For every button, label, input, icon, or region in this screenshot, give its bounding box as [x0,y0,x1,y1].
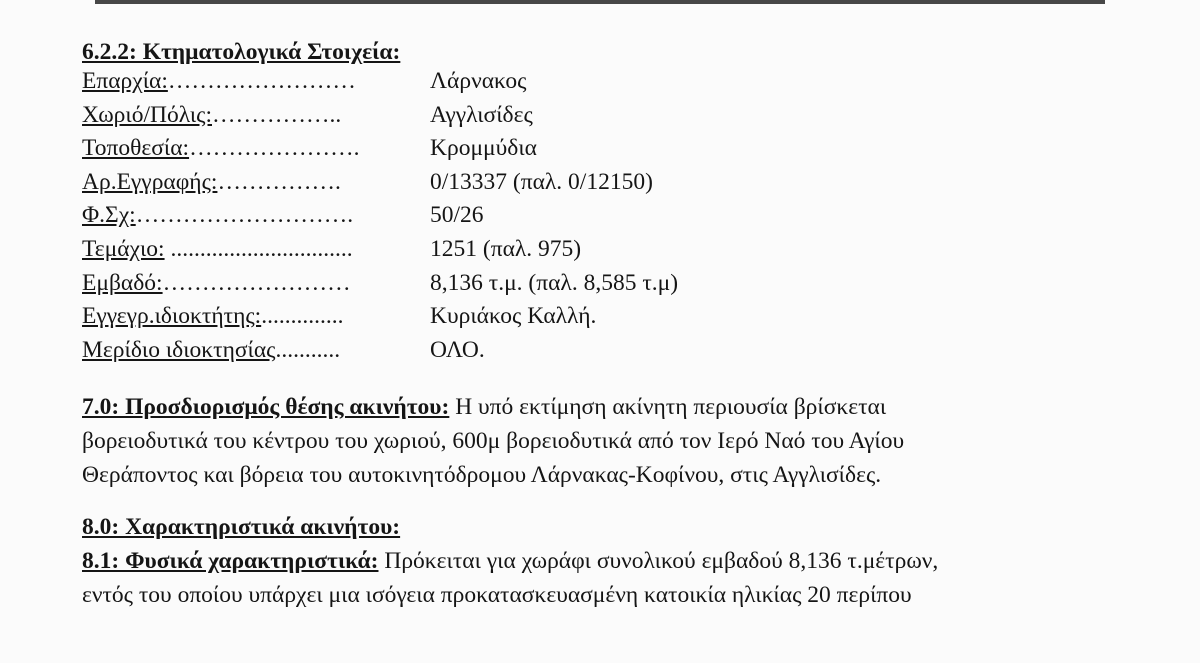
field-label: Φ.Σχ: [82,202,136,229]
field-dots: ............................... [164,235,353,262]
field-value: 8,136 τ.μ. (παλ. 8,585 τ.μ) [430,269,679,296]
section-8-1-line-2: εντός του οποίου υπάρχει μια ισόγεια προκατασκευασμένη κατοικία ηλικίας 20 περίπου [82,582,912,609]
field-row-plot [82,236,1142,270]
field-label: Εμβαδό: [82,269,163,296]
field-value: Κυριάκος Καλλή. [430,303,597,330]
field-dots: …………….. [212,101,342,128]
field-label: Επαρχία: [82,68,168,94]
field-dots: .............. [261,303,344,330]
field-label: Τοποθεσία: [82,135,190,162]
section-7-0-heading: 7.0: Προσδιορισμός θέσης ακινήτου: [82,394,450,421]
field-value: ΟΛΟ. [430,336,485,363]
field-row-sheet-plan [82,202,1142,236]
field-label: Χωριό/Πόλις: [82,101,212,128]
section-8-0-heading: 8.0: Χαρακτηριστικά ακινήτου: [82,514,401,541]
section-8 [82,510,1112,612]
section-7-0-line-1 [82,390,1112,424]
section-8-1-line-1 [82,544,1112,578]
field-value: Αγγλισίδες [430,101,533,128]
field-value: 50/26 [430,202,484,229]
field-value: 1251 (παλ. 975) [430,235,582,262]
field-dots: …………………… [167,68,356,94]
field-row-area [82,270,1142,304]
field-row-village [82,102,1142,136]
field-label: Αρ.Εγγραφής: [82,168,218,195]
field-label: Τεμάχιο: [82,235,165,262]
field-dots: ……………. [217,168,341,195]
field-row-owner [82,303,1142,337]
field-row-location [82,135,1142,169]
document-page [82,36,1142,612]
field-label: Μερίδιο ιδιοκτησίας [82,336,276,363]
section-7-0-line-3: Θεράποντος και βόρεια του αυτοκινητόδρομου Λάρνακας-Κοφίνου, στις Αγγλισίδες. [82,462,882,489]
section-7-0-text: Η υπό εκτίμηση ακίνητη περιουσία βρίσκεται [449,394,887,421]
field-value: Λάρνακος [430,68,527,94]
field-dots: …………………… [162,269,351,296]
section-8-1-text: Πρόκειται για χωράφι συνολικού εμβαδού 8,136 τ.μέτρων, [378,548,939,575]
field-row-ownership-share [82,337,1142,371]
field-row-registration [82,169,1142,203]
field-value: Κρομμύδια [430,135,537,162]
field-label: Εγγεγρ.ιδιοκτήτης: [82,303,262,330]
field-dots: ………………………. [135,202,354,229]
section-8-1-heading: 8.1: Φυσικά χαρακτηριστικά: [82,548,379,575]
section-7-0 [82,390,1112,492]
section-7-0-line-2: βορειοδυτικά του κέντρου του χωριού, 600μ βορειοδυτικά από τον Ιερό Ναό του Αγίου [82,428,905,455]
cadastral-fields [82,68,1142,370]
field-row-province [82,68,1142,102]
section-6-2-2-heading: 6.2.2: Κτηματολογικά Στοιχεία: [82,39,401,65]
field-dots: ........... [275,336,341,363]
top-rule [95,0,1105,4]
field-value: 0/13337 (παλ. 0/12150) [430,168,653,195]
field-dots: …………………. [189,135,360,162]
